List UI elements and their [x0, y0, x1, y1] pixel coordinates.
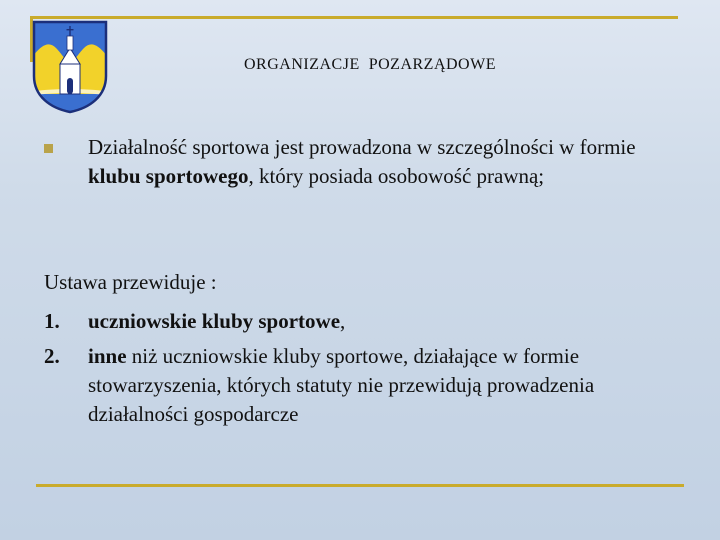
numbered-list — [44, 307, 684, 435]
list-item-rest: , — [340, 309, 346, 333]
square-bullet-icon — [44, 144, 53, 153]
list-item-bold: uczniowskie kluby sportowe — [88, 309, 341, 333]
page-title: ORGANIZACJE POZARZĄDOWE — [244, 56, 496, 73]
bullet-text-part1: Działalność sportowa jest prowadzona w szczególności w formie — [88, 135, 636, 159]
coat-of-arms-icon — [30, 18, 110, 114]
list-item-rest: niż uczniowskie kluby sportowe, działające w formie stowarzyszenia, których statuty nie przewidują prowadzenia działalności gospodarcze — [88, 344, 595, 426]
bullet-text-part2: , który posiada osobowość prawną; — [248, 164, 545, 188]
bottom-divider — [36, 484, 684, 487]
list-item-index: 1. — [44, 309, 60, 333]
top-divider — [30, 16, 678, 19]
list-item-index: 2. — [44, 344, 60, 368]
list-item-bold: inne — [88, 344, 127, 368]
bullet-text-bold: klubu sportowego — [88, 164, 249, 188]
law-intro: Ustawa przewiduje : — [44, 270, 217, 294]
list-item — [44, 307, 684, 336]
list-item — [44, 342, 684, 429]
bullet-text — [88, 133, 688, 191]
